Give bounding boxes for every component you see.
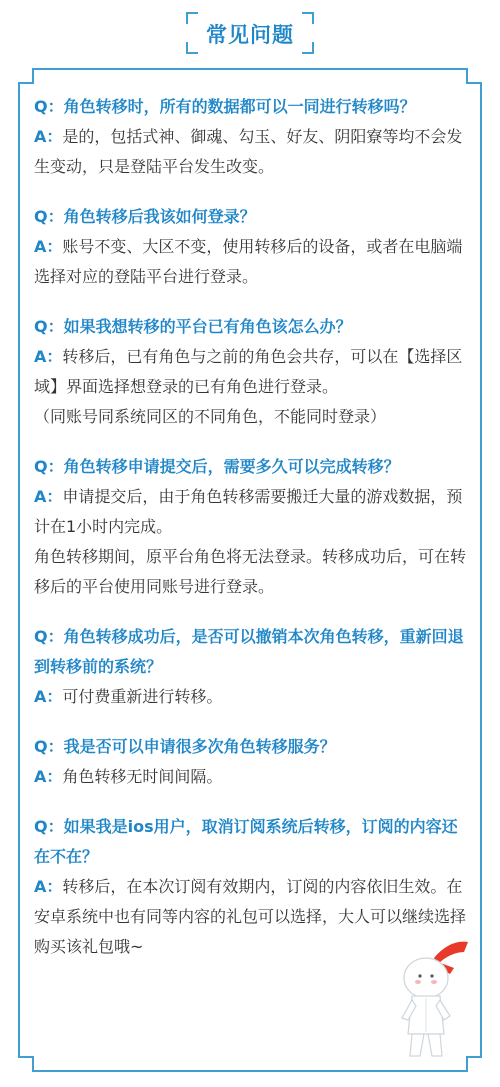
- faq-item: [34, 452, 470, 602]
- answer-label: A：: [34, 877, 63, 896]
- faq-answer-extra: 角色转移期间，原平台角色将无法登录。转移成功后，可在转移后的平台使用同账号进行登录。: [34, 547, 467, 596]
- answer-text: 账号不变、大区不变，使用转移后的设备，或者在电脑端选择对应的登陆平台进行登录。: [34, 237, 463, 286]
- answer-label: A：: [34, 767, 63, 786]
- faq-question: [34, 622, 470, 682]
- title-header: [0, 0, 500, 64]
- faq-answer: [34, 482, 470, 542]
- paper-doll-mascot-icon: [394, 938, 474, 1063]
- faq-answer: [34, 122, 470, 182]
- frame-corner-top-right: [466, 68, 482, 84]
- faq-item: [34, 732, 470, 792]
- question-label: Q：: [34, 737, 64, 756]
- question-text: 角色转移时，所有的数据都可以一同进行转移吗？: [63, 97, 416, 116]
- faq-item: [34, 622, 470, 712]
- faq-question: [34, 452, 470, 482]
- faq-question: [34, 312, 470, 342]
- faq-question: [34, 92, 470, 122]
- answer-text: 角色转移无时间间隔。: [62, 767, 223, 786]
- answer-label: A：: [34, 487, 63, 506]
- question-text: 角色转移申请提交后，需要多久可以完成转移？: [63, 457, 400, 476]
- question-text: 角色转移成功后，是否可以撤销本次角色转移，重新回退到转移前的系统？: [34, 627, 464, 676]
- faq-question: [34, 732, 470, 762]
- question-label: Q：: [34, 817, 64, 836]
- question-label: Q：: [34, 457, 64, 476]
- faq-answer: [34, 342, 470, 402]
- faq-answer: [34, 682, 470, 712]
- answer-text: 转移后，在本次订阅有效期内，订阅的内容依旧生效。在安卓系统中也有同等内容的礼包可以选择，大人可以继续选择购买该礼包哦~: [34, 877, 467, 956]
- answer-text: 是的，包括式神、御魂、勾玉、好友、阴阳寮等均不会发生变动，只是登陆平台发生改变。: [34, 127, 463, 176]
- answer-text: 申请提交后，由于角色转移需要搬迁大量的游戏数据，预计在1小时内完成。: [34, 487, 463, 536]
- question-label: Q：: [34, 627, 64, 646]
- faq-answer-note: （同账号同系统同区的不同角色，不能同时登录）: [34, 407, 387, 426]
- answer-label: A：: [34, 347, 63, 366]
- faq-item: [34, 312, 470, 432]
- question-label: Q：: [34, 97, 64, 116]
- frame-corner-bottom-left: [18, 1056, 34, 1072]
- answer-label: A：: [34, 127, 63, 146]
- answer-label: A：: [34, 687, 63, 706]
- question-label: Q：: [34, 317, 64, 336]
- faq-list: [34, 92, 470, 982]
- question-label: Q：: [34, 207, 64, 226]
- question-text: 如果我是ios用户，取消订阅系统后转移，订阅的内容还在不在？: [34, 817, 458, 866]
- title-box: [186, 12, 314, 54]
- question-text: 我是否可以申请很多次角色转移服务？: [63, 737, 336, 756]
- faq-question: [34, 812, 470, 872]
- faq-answer: [34, 762, 470, 792]
- question-text: 如果我想转移的平台已有角色该怎么办？: [63, 317, 352, 336]
- faq-item: [34, 92, 470, 182]
- frame-corner-top-left: [18, 68, 34, 84]
- faq-item: [34, 202, 470, 292]
- answer-text: 可付费重新进行转移。: [62, 687, 223, 706]
- page-title: 常见问题: [206, 23, 294, 47]
- faq-answer: [34, 232, 470, 292]
- faq-question: [34, 202, 470, 232]
- answer-text: 转移后，已有角色与之前的角色会共存，可以在【选择区域】界面选择想登录的已有角色进行登录。: [34, 347, 463, 396]
- question-text: 角色转移后我该如何登录？: [63, 207, 256, 226]
- answer-label: A：: [34, 237, 63, 256]
